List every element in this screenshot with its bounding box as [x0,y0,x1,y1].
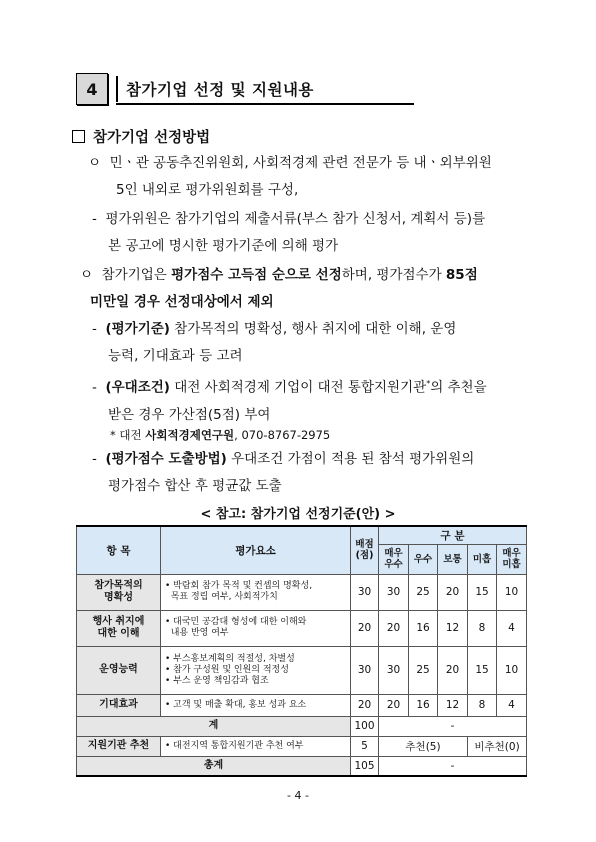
dash-bullet: - [92,211,97,227]
text-line: 능력, 기대효과 등 고려 [108,348,243,364]
circle-bullet: ㅇ [88,155,102,171]
paragraph-selection [80,262,478,316]
text-span: 대전 [119,428,146,442]
bold-label: (평가점수 도출방법) [105,451,227,467]
header-weight-line: 배점 [355,539,374,551]
bonus-weight: 5 [351,736,379,756]
row-weight: 30 [351,574,379,610]
row-element-line: • 부스 운영 책임감과 협조 [165,675,269,686]
row-item [77,574,161,610]
row-score: 15 [468,646,497,694]
footnote-mark: * [426,379,431,388]
row-item-line: 대한 이해 [97,628,140,639]
row-score: 25 [409,574,438,610]
total-weight: 105 [351,756,379,776]
grade-header [497,544,527,574]
grade-header-line: 미흡 [472,553,492,565]
subtotal-weight: 100 [351,716,379,736]
row-score: 20 [379,610,409,646]
row-item [77,610,161,646]
bold-text: 평가점수 고득점 순으로 선정 [171,267,342,283]
section-number: 4 [76,73,108,105]
row-score: 20 [379,694,409,716]
bonus-element: • 대전지역 통합지원기관 추천 여부 [161,736,351,756]
grade-header-line: 우수 [413,553,433,565]
text-span: 참가기업은 [101,267,172,283]
row-score: 8 [468,610,497,646]
row-score: 20 [438,574,468,610]
header-weight [351,526,379,574]
grade-header-line: 매우 [384,548,403,559]
text-span: 의 추천을 [430,379,487,396]
row-element-line: 내용 반영 여부 [165,628,229,638]
row-score: 8 [468,694,497,716]
criteria-table [76,525,527,777]
total-scores: - [379,756,527,776]
text-span: 대전 사회적경제 기업이 대전 통합지원기관 [169,379,427,396]
row-score: 12 [438,694,468,716]
grade-header [379,544,409,574]
paragraph-evaluators [92,206,485,260]
row-score: 25 [409,646,438,694]
row-score: 30 [379,646,409,694]
header-grade: 구 분 [379,526,527,544]
row-elements [161,694,351,716]
grade-header [438,544,468,574]
row-element-line: • 참가 구성원 및 인원의 적정성 [165,664,289,675]
total-row [77,756,527,776]
row-item-line: 행사 취지에 [92,616,145,627]
table-row [77,646,527,694]
paragraph-scoring [92,446,474,500]
section-divider-bar [116,76,118,102]
circle-bullet: ㅇ [80,267,94,283]
bold-text-line: 미만일 경우 선정대상에서 제외 [90,294,274,310]
section-title: 참가기업 선정 및 지원내용 [126,81,314,99]
dash-bullet: - [92,379,97,396]
grade-header-line: 미흡 [502,559,521,570]
row-score: 4 [497,610,527,646]
row-score: 16 [409,610,438,646]
row-element-line: • 대국민 공감대 형성에 대한 이해와 [165,617,307,627]
dash-bullet: - [92,451,97,467]
text-line: 평가점수 합산 후 평균값 도출 [108,478,282,494]
paragraph-committee [88,150,492,204]
row-weight: 20 [351,694,379,716]
table-caption: < 참고: 참가기업 선정기준(안) > [200,507,396,522]
bold-text: 85점 [445,267,478,283]
header-item: 항 목 [77,526,161,574]
row-element-line: • 부스홍보계획의 적절성, 차별성 [165,653,295,664]
section-underline [116,103,414,105]
bold-text: 사회적경제연구원 [145,428,235,442]
text-span: 하며, 평가점수가 [341,267,446,283]
bonus-recommended: 추천(5) [379,736,468,756]
text-line: 받은 경우 가산점(5점) 부여 [108,406,271,423]
bonus-row [77,736,527,756]
footnote-mark: * [110,428,116,442]
row-elements [161,610,351,646]
table-body [77,574,527,776]
checkbox-square-icon [72,130,85,143]
bold-label: (우대조건) [105,379,170,396]
bonus-item: 지원기관 추천 [77,736,161,756]
text-line: 민ㆍ관 공동추진위원회, 사회적경제 관련 전문가 등 내ㆍ외부위원 [109,155,492,171]
row-elements [161,574,351,610]
subheading [72,126,210,147]
row-score: 30 [379,574,409,610]
bonus-not-recommended: 비추천(0) [468,736,527,756]
row-weight: 30 [351,646,379,694]
text-span: 우대조건 가점이 적용 된 참석 평가위원의 [226,451,475,467]
row-score: 16 [409,694,438,716]
grade-header [468,544,497,574]
dash-bullet: - [92,321,97,337]
subtotal-scores: - [379,716,527,736]
subtotal-row [77,716,527,736]
row-score: 4 [497,694,527,716]
row-element-line: • 고객 및 매출 확대, 홍보 성과 요소 [165,699,307,710]
subtotal-label: 계 [77,716,351,736]
grade-header-line: 보통 [443,553,462,565]
table-row [77,610,527,646]
page-number: - 4 - [287,789,309,802]
text-line: 5인 내외로 평가위원회를 구성, [116,182,299,198]
row-item [77,694,161,716]
paragraph-criteria [92,316,456,370]
row-item-line: 운영능력 [99,664,138,675]
row-element-line: • 박람회 참가 목적 및 컨셉의 명확성, [165,581,313,591]
header-element: 평가요소 [161,526,351,574]
row-score: 15 [468,574,497,610]
row-score: 12 [438,610,468,646]
grade-header-line: 매우 [502,548,521,559]
text-line: 평가위원은 참가기업의 제출서류(부스 참가 신청서, 계획서 등)를 [105,211,486,227]
text-span: 참가목적의 명확성, 행사 취지에 대한 이해, 운영 [169,321,457,337]
total-label: 총계 [77,756,351,776]
subheading-text: 참가기업 선정방법 [93,130,211,146]
footnote [110,427,330,443]
table-row [77,694,527,716]
bold-label: (평가기준) [105,321,170,337]
grade-header [409,544,438,574]
paragraph-preference [92,370,487,429]
row-item [77,646,161,694]
header-weight-line: (점) [355,550,374,562]
row-score: 10 [497,574,527,610]
row-item-line: 기대효과 [99,699,138,710]
table-row [77,574,527,610]
row-item-line: 명확성 [104,592,133,603]
row-elements [161,646,351,694]
row-item-line: 참가목적의 [94,580,143,591]
row-score: 20 [438,646,468,694]
row-element-line: 목표 정립 여부, 사회적가치 [165,592,278,602]
text-span: , 070-8767-2975 [234,428,331,442]
row-score: 10 [497,646,527,694]
text-line: 본 공고에 명시한 평가기준에 의해 평가 [108,238,339,254]
row-weight: 20 [351,610,379,646]
grade-header-line: 우수 [384,559,403,570]
